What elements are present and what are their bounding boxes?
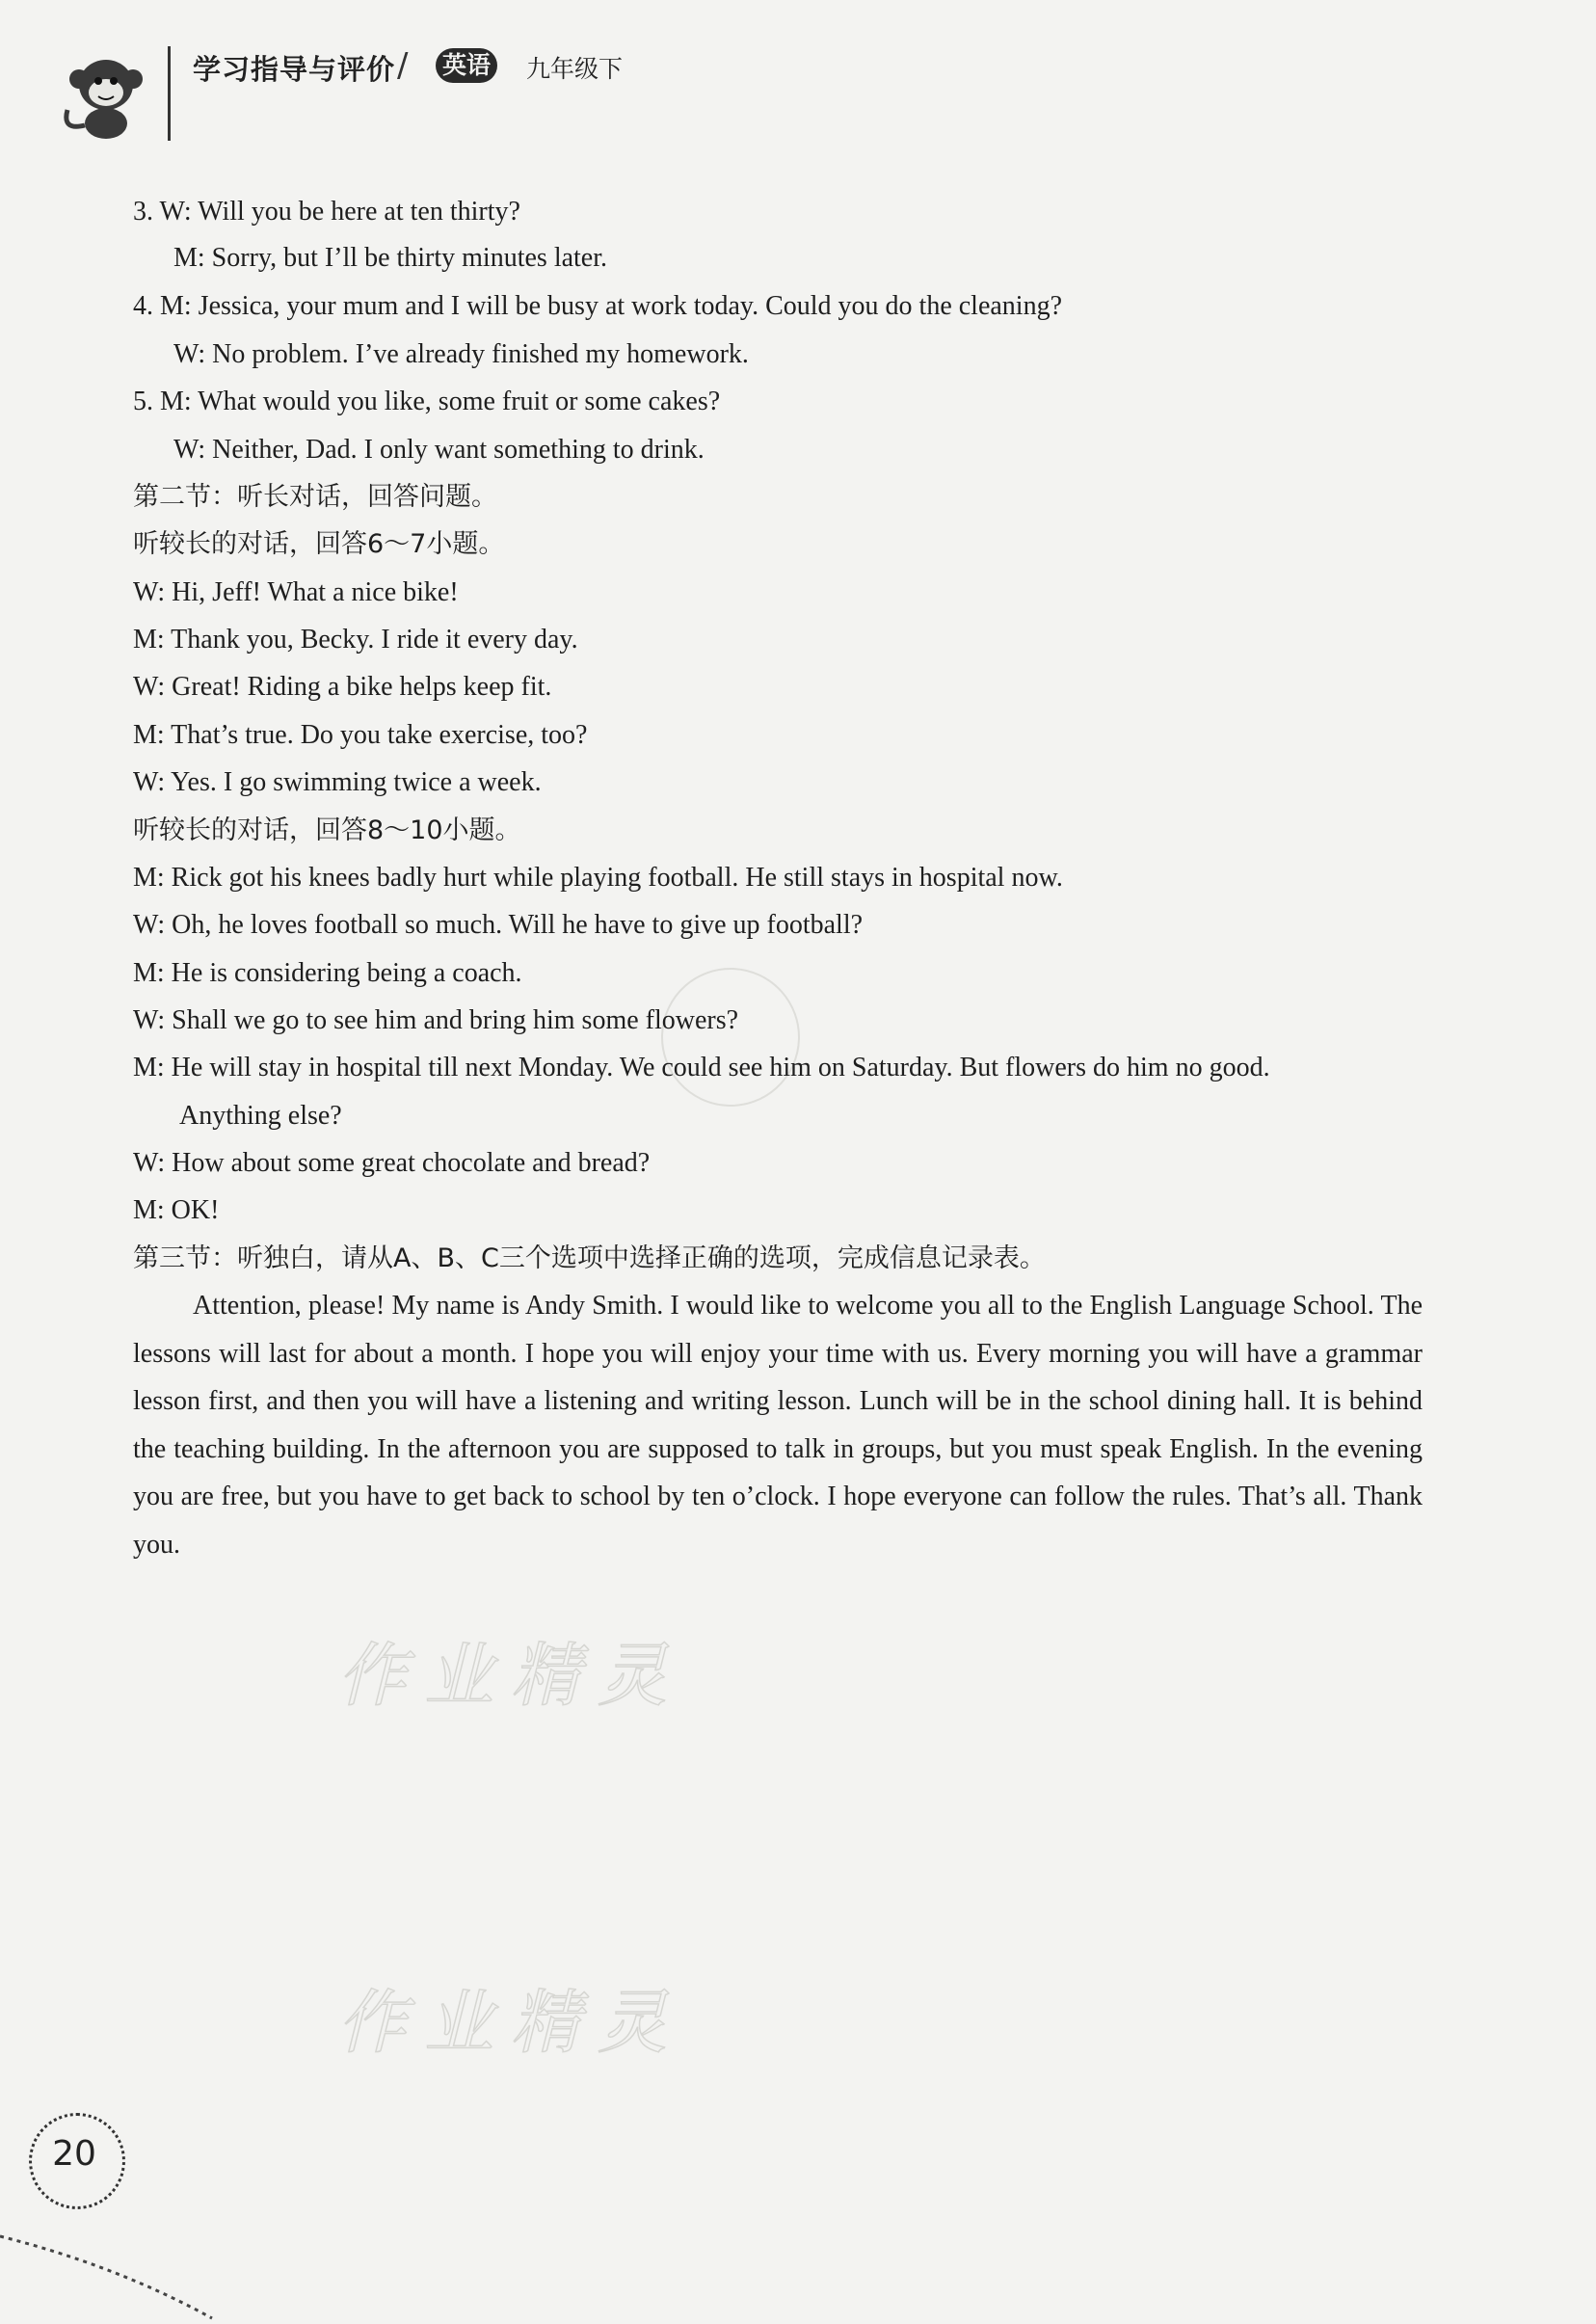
- dialogue-line: 5. M: What would you like, some fruit or some cakes?: [133, 387, 721, 416]
- dialogue-line: Anything else?: [179, 1101, 342, 1131]
- dialogue-line: M: Rick got his knees badly hurt while playing football. He still stays in hospital now.: [133, 863, 1063, 893]
- dialogue-line: M: Sorry, but I’ll be thirty minutes later.: [173, 243, 608, 273]
- subject-badge: 英语: [436, 48, 497, 83]
- stamp-mark: [642, 948, 820, 1127]
- dialogue-line: M: He will stay in hospital till next Monday. We could see him on Saturday. But flowers do him no good.: [133, 1053, 1270, 1082]
- book-title: 学习指导与评价: [193, 53, 396, 86]
- dialogue-line: W: Great! Riding a bike helps keep fit.: [133, 672, 552, 702]
- grade-label: 九年级下: [526, 55, 624, 83]
- question-instruction: 听较长的对话，回答6～7小题。: [133, 529, 505, 559]
- header-divider: [168, 46, 171, 141]
- section-heading: 第二节：听长对话，回答问题。: [133, 482, 497, 512]
- dialogue-line: M: Thank you, Becky. I ride it every day.: [133, 625, 578, 654]
- dialogue-line: W: Neither, Dad. I only want something to drink.: [173, 435, 705, 465]
- dialogue-line: M: OK!: [133, 1195, 220, 1225]
- monkey-mascot-icon: [48, 46, 154, 143]
- question-instruction: 听较长的对话，回答8～10小题。: [133, 815, 521, 845]
- dialogue-line: W: Shall we go to see him and bring him some flowers?: [133, 1005, 739, 1035]
- dialogue-line: 4. M: Jessica, your mum and I will be busy at work today. Could you do the cleaning?: [133, 291, 1063, 321]
- watermark-bottom: 作业精灵: [337, 1982, 685, 2063]
- watermark-top: 作业精灵: [337, 1635, 685, 1716]
- dialogue-line: W: No problem. I’ve already finished my homework.: [173, 339, 749, 369]
- dialogue-line: W: Oh, he loves football so much. Will he have to give up football?: [133, 910, 864, 940]
- monologue-paragraph: Attention, please! My name is Andy Smith. I would like to welcome you all to the English Language School. The lessons will last for about a month. I hope you will enjoy your time with us. Every morning you will have a grammar lesson first, and then you will have a listening and writing lesson. Lunch will be in the school dining hall. It is behind the teaching building. In the afternoon you are supposed to talk in groups, but you must speak English. In the evening you are free, but you have to get back to school by ten o’clock. I hope everyone can follow the rules. That’s all. Thank you.: [133, 1291, 1423, 1560]
- dialogue-line: W: How about some great chocolate and bread?: [133, 1148, 651, 1178]
- dialogue-line: W: Hi, Jeff! What a nice bike!: [133, 577, 459, 607]
- dialogue-line: M: That’s true. Do you take exercise, too?: [133, 720, 588, 750]
- page-number: 20: [52, 2134, 96, 2174]
- corner-decoration: [0, 2178, 231, 2324]
- header-slash: /: [397, 46, 409, 85]
- dialogue-line: M: He is considering being a coach.: [133, 958, 522, 988]
- dialogue-line: 3. W: Will you be here at ten thirty?: [133, 197, 520, 227]
- dialogue-line: W: Yes. I go swimming twice a week.: [133, 767, 542, 797]
- section-heading: 第三节：听独白，请从A、B、C三个选项中选择正确的选项，完成信息记录表。: [133, 1243, 1046, 1273]
- page-header: [39, 39, 713, 135]
